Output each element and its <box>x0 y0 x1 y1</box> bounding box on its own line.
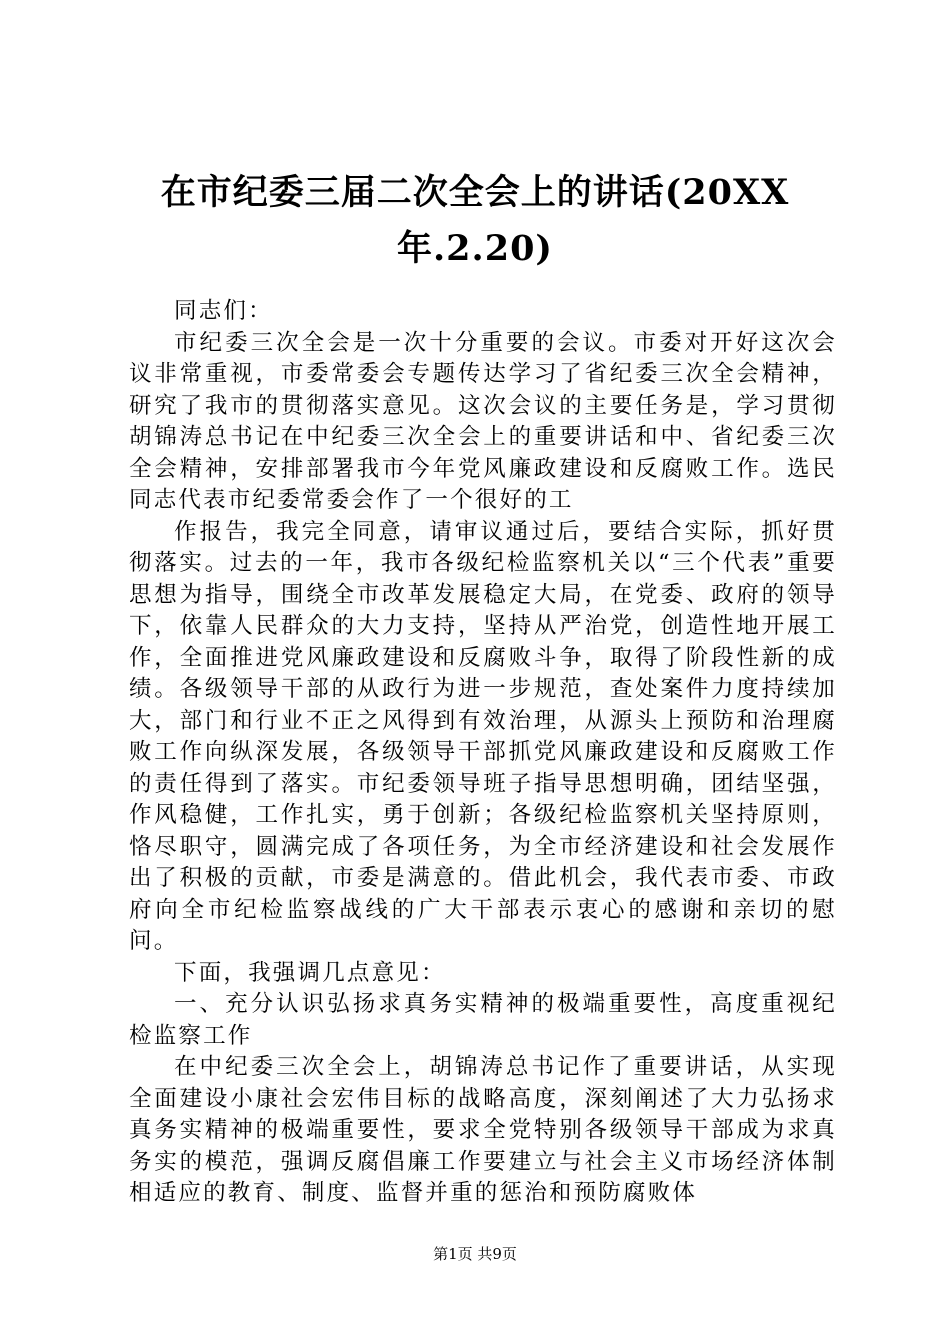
section-heading: 一、充分认识弘扬求真务实精神的极端重要性，高度重视纪检监察工作 <box>129 991 837 1049</box>
paragraph: 市纪委三次全会是一次十分重要的会议。市委对开好这次会议非常重视，市委常委会专题传达学习了省纪委三次全会精神，研究了我市的贯彻落实意见。这次会议的主要任务是，学习贯彻胡锦涛总书记在中纪委三次全会上的重要讲话和中、省纪委三次全会精神，安排部署我市今年党风廉政建设和反腐败工作。选民同志代表市纪委常委会作了一个很好的工 <box>129 329 837 513</box>
paragraph: 下面，我强调几点意见： <box>174 959 446 986</box>
paragraph: 作报告，我完全同意，请审议通过后，要结合实际，抓好贯彻落实。过去的一年，我市各级纪检监察机关以“三个代表”重要思想为指导，围绕全市改革发展稳定大局，在党委、政府的领导下，依靠人民群众的大力支持，坚持从严治党，创造性地开展工作，全面推进党风廉政建设和反腐败斗争，取得了阶段性新的成绩。各级领导干部的从政行为进一步规范，查处案件力度持续加大，部门和行业不正之风得到有效治理，从源头上预防和治理腐败工作向纵深发展，各级领导干部抓党风廉政建设和反腐败工作的责任得到了落实。市纪委领导班子指导思想明确，团结坚强，作风稳健，工作扎实，勇于创新；各级纪检监察机关坚持原则，恪尽职守，圆满完成了各项任务，为全市经济建设和社会发展作出了积极的贡献，市委是满意的。借此机会，我代表市委、市政府向全市纪检监察战线的广大干部表示衷心的感谢和亲切的慰问。 <box>129 518 837 954</box>
page-number-footer: 第1页 共9页 <box>433 1245 517 1263</box>
document-body <box>129 296 837 1210</box>
paragraph: 在中纪委三次全会上，胡锦涛总书记作了重要讲话，从实现全面建设小康社会宏伟目标的战略高度，深刻阐述了大力弘扬求真务实精神的极端重要性，要求全党特别各级领导干部成为求真务实的模范，强调反腐倡廉工作要建立与社会主义市场经济体制相适应的教育、制度、监督并重的惩治和预防腐败体 <box>129 1054 837 1206</box>
document-title <box>120 166 830 278</box>
paragraph-salutation: 同志们： <box>174 298 273 324</box>
title-line-2: 年.2.20) <box>397 228 553 269</box>
title-line-1: 在市纪委三届二次全会上的讲话(20XX <box>160 172 790 213</box>
